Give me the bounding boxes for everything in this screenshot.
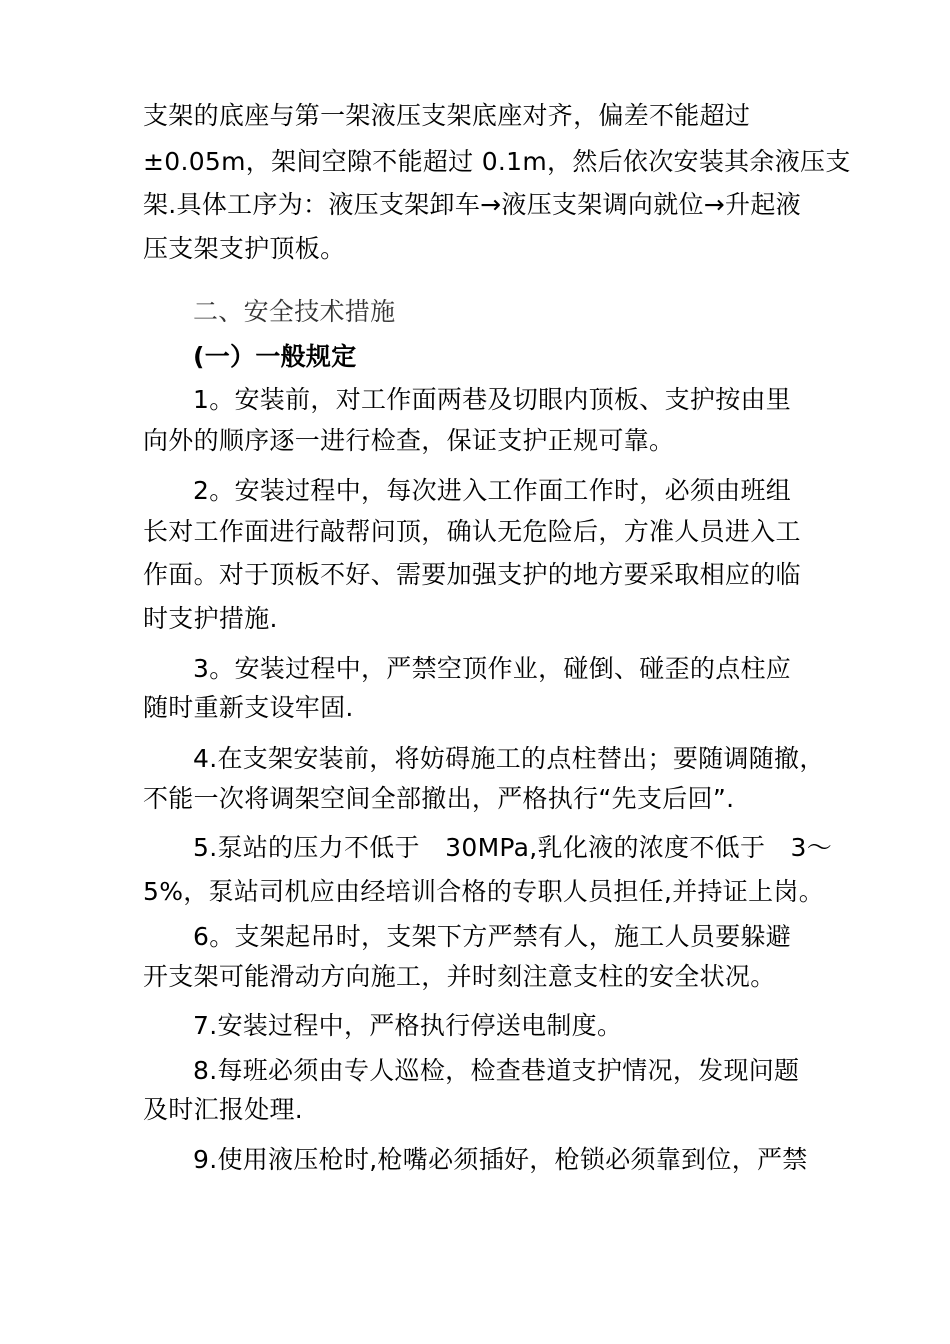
paragraph-line: 作面。对于顶板不好、需要加强支护的地方要采取相应的临: [143, 560, 801, 589]
paragraph-line: 支架的底座与第一架液压支架底座对齐，偏差不能超过: [143, 101, 751, 130]
paragraph-line: 7.安装过程中，严格执行停送电制度。: [193, 1011, 623, 1040]
paragraph-line: 2。安装过程中，每次进入工作面工作时，必须由班组: [193, 476, 792, 505]
paragraph-line: 4.在支架安装前，将妨碍施工的点柱替出；要随调随撤，: [193, 744, 825, 773]
paragraph-line: 向外的顺序逐一进行检查，保证支护正规可靠。: [143, 426, 675, 455]
paragraph-line: 1。安装前，对工作面两巷及切眼内顶板、支护按由里: [193, 385, 792, 414]
paragraph-line: 时支护措施.: [143, 604, 278, 633]
paragraph-line: 开支架可能滑动方向施工，并时刻注意支柱的安全状况。: [143, 962, 776, 991]
paragraph-line: 6。支架起吊时，支架下方严禁有人，施工人员要躲避: [193, 922, 792, 951]
paragraph-line: 随时重新支设牢固.: [143, 693, 354, 722]
paragraph-line: ±0.05m，架间空隙不能超过 0.1m，然后依次安装其余液压支: [143, 147, 851, 176]
paragraph-line: 5.泵站的压力不低于 30MPa,乳化液的浓度不低于 3～: [193, 833, 833, 862]
paragraph-line: 3。安装过程中，严禁空顶作业，碰倒、碰歪的点柱应: [193, 654, 792, 683]
paragraph-line: 压支架支护顶板。: [143, 234, 346, 263]
paragraph-line: 9.使用液压枪时,枪嘴必须插好，枪锁必须靠到位，严禁: [193, 1145, 808, 1174]
paragraph-line: 不能一次将调架空间全部撤出，严格执行“先支后回”.: [143, 784, 735, 813]
paragraph-line: 5%，泵站司机应由经培训合格的专职人员担任,并持证上岗。: [143, 877, 825, 906]
section-heading: 二、安全技术措施: [193, 297, 396, 326]
paragraph-line: 8.每班必须由专人巡检，检查巷道支护情况，发现问题: [193, 1056, 800, 1085]
paragraph-line: 及时汇报处理.: [143, 1095, 304, 1124]
subsection-heading: (一）一般规定: [193, 342, 357, 371]
paragraph-line: 架.具体工序为：液压支架卸车→液压支架调向就位→升起液: [143, 190, 801, 219]
paragraph-line: 长对工作面进行敲帮问顶，确认无危险后，方准人员进入工: [143, 517, 801, 546]
